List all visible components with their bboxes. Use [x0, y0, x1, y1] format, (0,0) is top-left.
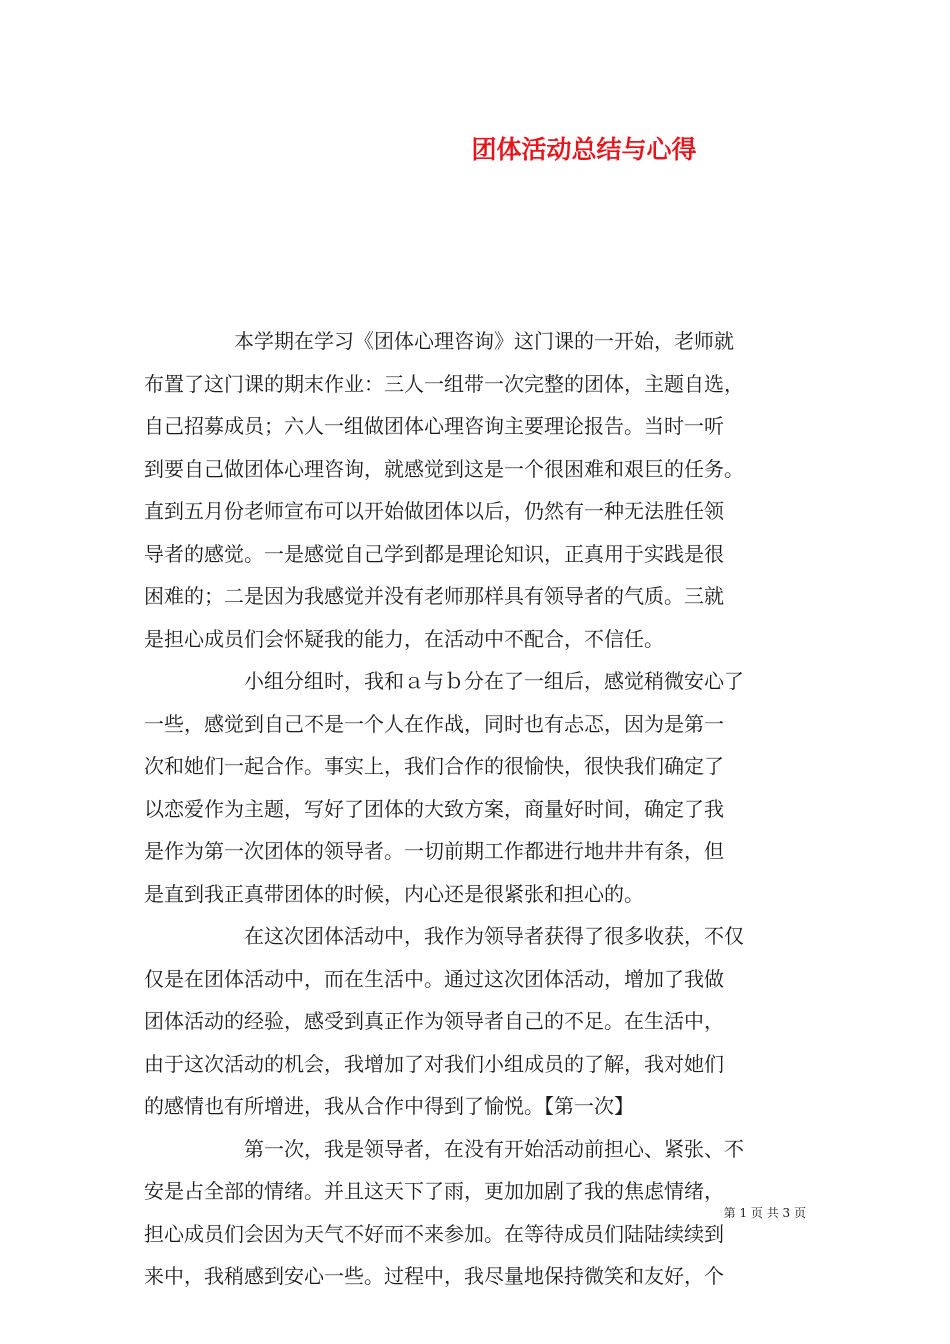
body-line: 本学期在学习《团体心理咨询》这门课的一开始，老师就	[234, 329, 734, 353]
page-number-footer: 第 1 页 共 3 页	[723, 1206, 806, 1220]
body-line: 小组分组时，我和ａ与ｂ分在了一组后，感觉稍微安心了	[244, 669, 744, 693]
body-line: 安是占全部的情绪。并且这天下了雨，更加加剧了我的焦虑情绪，	[144, 1179, 724, 1203]
body-line: 一些，感觉到自己不是一个人在作战，同时也有忐忑，因为是第一	[144, 711, 724, 736]
body-line: 由于这次活动的机会，我增加了对我们小组成员的了解，我对她们	[144, 1051, 724, 1076]
body-line: 担心成员们会因为天气不好而不来参加。在等待成员们陆陆续续到	[144, 1221, 724, 1246]
body-line: 困难的；二是因为我感觉并没有老师那样具有领导者的气质。三就	[144, 584, 724, 608]
body-line: 到要自己做团体心理咨询，就感觉到这是一个很困难和艰巨的任务。	[144, 456, 744, 481]
body-line: 是担心成员们会怀疑我的能力，在活动中不配合，不信任。	[144, 626, 664, 651]
body-line: 的感情也有所增进，我从合作中得到了愉悦。【第一次】	[144, 1094, 634, 1118]
document-title: 团体活动总结与心得	[471, 135, 697, 164]
body-line: 次和她们一起合作。事实上，我们合作的很愉快，很快我们确定了	[144, 754, 724, 778]
body-line: 直到五月份老师宣布可以开始做团体以后，仍然有一种无法胜任领	[144, 499, 724, 523]
body-line: 布置了这门课的期末作业：三人一组带一次完整的团体，主题自选，	[144, 371, 744, 396]
body-line: 团体活动的经验，感受到真正作为领导者自己的不足。在生活中，	[144, 1009, 724, 1033]
body-line: 仅是在团体活动中，而在生活中。通过这次团体活动，增加了我做	[144, 966, 724, 991]
body-line: 以恋爱作为主题，写好了团体的大致方案，商量好时间，确定了我	[144, 796, 724, 821]
body-line: 是直到我正真带团体的时候，内心还是很紧张和担心的。	[144, 881, 644, 906]
body-line: 是作为第一次团体的领导者。一切前期工作都进行地井井有条，但	[144, 839, 724, 863]
body-line: 第一次，我是领导者，在没有开始活动前担心、紧张、不	[244, 1136, 744, 1161]
body-line: 自己招募成员；六人一组做团体心理咨询主要理论报告。当时一听	[144, 414, 724, 438]
body-line: 在这次团体活动中，我作为领导者获得了很多收获，不仅	[244, 924, 744, 948]
document-body	[144, 320, 814, 1298]
body-line: 导者的感觉。一是感觉自己学到都是理论知识，正真用于实践是很	[144, 541, 724, 566]
body-line: 来中，我稍感到安心一些。过程中，我尽量地保持微笑和友好，个	[144, 1264, 724, 1288]
